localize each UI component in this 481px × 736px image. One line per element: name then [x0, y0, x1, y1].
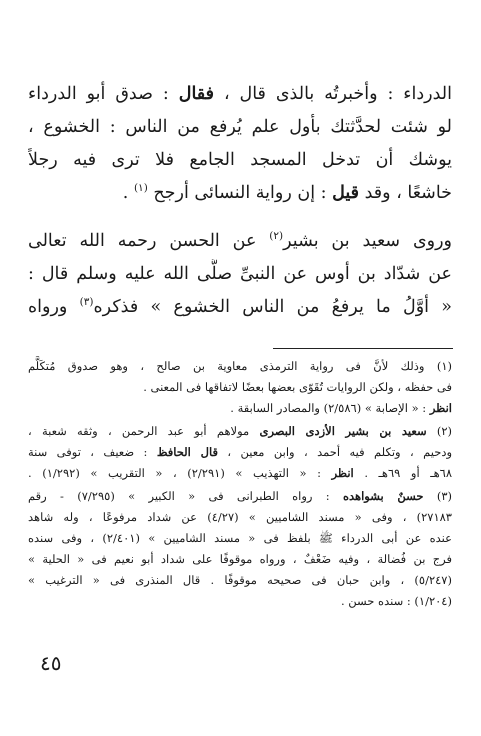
- footnote-line-9: عنده عن أبى الدرداء ﷺ بلفظ فى « مسند الشاميين » (٢/٤٠١) ، وفى سنده: [28, 531, 452, 545]
- body-text: وروى سعيد بن بشير: [283, 231, 452, 251]
- footnote-line-7: [28, 486, 452, 506]
- footnote-line-4: [28, 421, 452, 441]
- footnote-line-11: (٥/٢٤٧) ، وابن حبان فى صحيحه موقوفًا . قال المنذرى فى « الترغيب »: [28, 573, 452, 587]
- bold-term: حسنٌ بشواهده: [342, 489, 424, 503]
- footnote-separator: [273, 348, 453, 349]
- bold-term: فقال: [178, 84, 214, 104]
- footnote-number: (٢): [436, 424, 452, 438]
- bold-term: قيل: [332, 183, 360, 203]
- body-line-3: يوشك أن تدخل المسجد الجامع فلا ترى فيه رجلاً: [28, 150, 452, 170]
- body-line-7: [28, 292, 452, 322]
- body-line-5: [28, 226, 452, 256]
- body-text: : صدق أبو الدرداء: [28, 84, 169, 104]
- bold-term: انظر: [331, 466, 354, 480]
- footnote-line-6: [28, 463, 452, 483]
- body-text: ورواه: [28, 297, 80, 317]
- body-text: الدرداء : وأخبرتُه بالذى قال ،: [223, 84, 452, 104]
- body-text: : إن رواية النسائى أرجح: [153, 183, 327, 203]
- footnote-line-8: ٢٧١٨٣) ، وفى « مسند الشاميين » (٤/٢٧) عن شداد مرفوعًا ، وله شاهد: [28, 510, 452, 524]
- body-text: عن الحسن رحمه الله تعالى: [28, 231, 270, 251]
- body-text: .: [122, 183, 134, 203]
- footnote-text: مولاهم أبو عبد الرحمن ، وثقه شعبة ،: [28, 424, 250, 438]
- footnote-number: (٣): [436, 489, 452, 503]
- body-text: خاشعًا ، وقد: [364, 183, 452, 203]
- footnote-text: : « التهذيب » (٢/٢٩١) ، « التقريب » (١/٢٩٢) .: [28, 466, 321, 480]
- footnote-line-3: [28, 398, 452, 418]
- footnote-ref: (٣): [79, 296, 94, 309]
- footnote-line-10: فرج بن فُضالة ، وفيه ضَعْفٌ ، ورواه موقوفًا على شداد أبو نعيم فى « الحلية »: [28, 552, 452, 566]
- bold-term: سعيد بن بشير الأزدى البصرى: [259, 424, 427, 438]
- footnote-line-5: [28, 442, 452, 462]
- footnote-text: ودحيم ، وتكلم فيه أحمد ، وابن معين ،: [227, 445, 452, 459]
- page-number: ٤٥: [40, 651, 62, 675]
- footnote-text: ٦٨هـ أو ٦٩هـ .: [364, 466, 452, 480]
- body-text: « أوَّلُ ما يرفعُ من الناس الخشوع » فذكره: [93, 297, 452, 317]
- footnote-line-2: فى حفظه ، ولكن الروايات تُقَوّى بعضها بعضًا لاتفاقها فى المعنى .: [143, 380, 452, 394]
- body-line-4: [28, 178, 452, 208]
- footnote-ref: (٢): [269, 230, 284, 243]
- footnote-text: : « الإصابة » (٢/٥٨٦) والمصادر السابقة .: [230, 401, 427, 415]
- footnote-text: : رواه الطبرانى فى « الكبير » (٧/٢٩٥) - رقم: [28, 489, 330, 503]
- footnote-text: : ضعيف ، توفى سنة: [28, 445, 148, 459]
- bold-term: قال الحافظ: [156, 445, 218, 459]
- body-line-2: لو شئت لحدَّثتك بأول علم يُرفع من الناس : الخشوع ،: [28, 117, 452, 137]
- bold-term: انظر: [429, 401, 452, 415]
- footnote-line-12: (١/٢٠٤) : سنده حسن .: [340, 594, 452, 608]
- footnote-line-1: (١) وذلك لأنَّ فى رواية الترمذى معاوية بن صالح ، وهو صدوق مُتكَلَّم: [28, 359, 452, 373]
- body-line-1: [28, 79, 452, 109]
- body-line-6: عن شدّاد بن أوس عن النبىِّ صلَّى الله عليه وسلم قال :: [28, 264, 452, 284]
- footnote-ref: (١): [133, 182, 148, 195]
